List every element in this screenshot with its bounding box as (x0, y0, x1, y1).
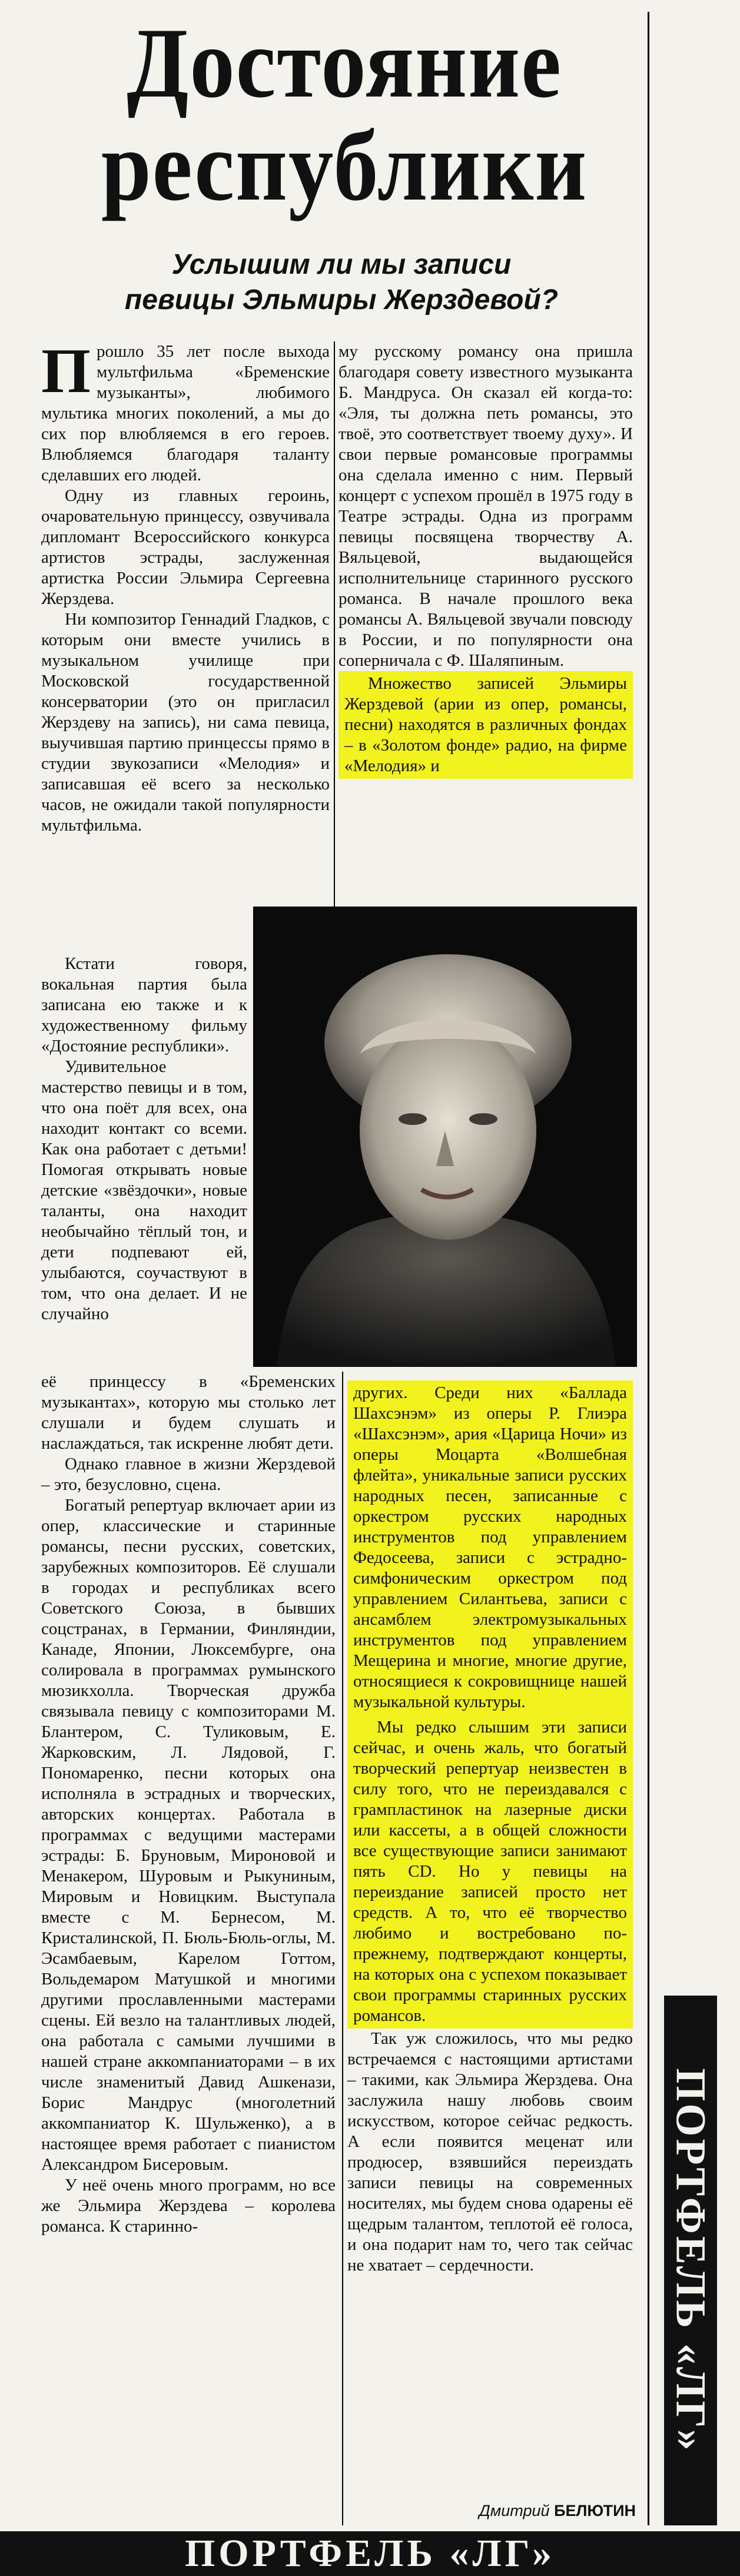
highlighted-paragraph: Мы редко слышим эти записи сейчас, и очень жаль, что богатый творческий репертуар неизвестен в силу того, что не переиздавался с грампластинок на лазерные диски или кассеты, а в общей сложности все существующие записи занимают пять CD. Но у певицы на переиздание записей просто нет средств. А то, что её творчество любимо и востребовано по-прежнему, подтверждают концерты, на которых она с успехом показывает свои программы старинных русских романсов. (347, 1715, 633, 2029)
subheadline-line-1: Услышим ли мы записи (171, 249, 512, 280)
headline-line-1: Достояние (127, 8, 562, 118)
bottom-section-banner (0, 2531, 740, 2576)
portrait-photo-icon (254, 907, 636, 1366)
author-first-name: Дмитрий (479, 2502, 550, 2519)
paragraph: Богатый репертуар включает арии из опер, классические и старинные романсы, песни русских, советских, зарубежных композиторов. Её слушали в городах и республиках всего Советского Союза, в бывших соцстранах, в Германии, Финляндии, Канаде, Японии, Люксембурге, она солировала в программах румынского мюзикхолла. Творческая дружба связывала певицу с композиторами М. Блантером, С. Туликовым, Е. Жарковским, Л. Лядовой, Г. Пономаренко, песни которых она исполняла в эстрадных и творческих, авторских концертах. Работала в программах с ведущими мастерами эстрады: Б. Бруновым, Мироновой и Менакером, Шуровым и Рыкуниным, Мировым и Новицким. Выступала вместе с М. Бернесом, М. Кристалинской, П. Бюль-Бюль-оглы, М. Эсамбаевым, Карелом Готтом, Вольдемаром Матушкой и многими другими прославленными мастерами сцены. Ей везло на талантливых людей, она работала с самыми лучшими в нашей стране аккомпаниаторами – в их числе знаменитый Давид Ашкенази, Борис Мандрус (многолетний аккомпаниатор К. Шульженко), а в настоящее время работает с пианистом Александром Бисеровым. (41, 1496, 336, 2174)
paragraph: Однако главное в жизни Жерздевой – это, безусловно, сцена. (41, 1455, 336, 1494)
paragraph: У неё очень много программ, но все же Эльмира Жерздева – королева романса. К старинно- (41, 2176, 336, 2236)
author-last-name: БЕЛЮТИН (554, 2502, 636, 2519)
article-column-right-lower (347, 1380, 633, 2276)
article-column-left-lower (41, 1372, 336, 2237)
paragraph: му русскому романсу она пришла благодаря совету известного музыканта Б. Мандруса. Он сказал ей когда-то: «Эля, ты должна петь романсы, это твоё, это соответствует твоему духу». И свои первые романсовые программы она сделала именно с ним. Первый концерт с успехом прошёл в 1975 году в Театре эстрады. Одна из программ певицы посвящена творчеству А. Вяльцевой, выдающейся исполнительнице старинного русского романса. В начале прошлого века романсы А. Вяльцевой звучали повсюду в России, и по популярности она соперничала с Ф. Шаляпиным. (339, 342, 633, 670)
subheadline (47, 247, 636, 318)
paragraph: Одну из главных героинь, очаровательную принцессу, озвучивала дипломант Всероссийского конкурса артистов эстрады, заслуженная артистка России Эльмира Сергеевна Жерздева. (41, 486, 330, 608)
page-edge-rule (648, 12, 649, 2525)
paragraph: Ни композитор Геннадий Гладков, с которым они вместе учились в музыкальном училище при Московской государственной консерватории (это он пригласил Жерздеву на запись), ни сама певица, выучившая партию принцессы прямо в студии звукозаписи «Мелодия» и записавшая её всего за несколько часов, не ожидали такой популярности мультфильма. (41, 610, 330, 835)
column-divider (342, 1372, 343, 2525)
paragraph: рошло 35 лет после выхода мультфильма «Бременские музыканты», любимого мультика многих поколений, а мы до сих пор влюбляемся в его героев. Влюбляемся благодаря таланту сделавших его людей. (41, 342, 330, 484)
drop-cap: П (41, 336, 91, 406)
paragraph: её принцессу в «Бременских музыкантах», которую мы столько лет слушали и будем слушать и наслаждаться, так искренне любят дети. (41, 1372, 336, 1453)
side-section-banner (664, 1996, 717, 2525)
side-section-banner-text: ПОРТФЕЛЬ «ЛГ» (667, 2068, 715, 2453)
article-column-left-narrow (41, 954, 247, 1324)
paragraph: Удивительное мастерство певицы и в том, что она поёт для всех, она находит контакт со всеми. Как она работает с детьми! Помогая открывать новые детские «звёздочки», новые таланты, она находит необычайно тёплый тон, и дети подпевают ей, улыбаются, соучаствуют в том, что она делает. И не случайно (41, 1057, 247, 1323)
subheadline-line-2: певицы Эльмиры Жерздевой? (124, 284, 559, 316)
bottom-section-banner-text: ПОРТФЕЛЬ «ЛГ» (184, 2532, 556, 2575)
column-divider (334, 341, 335, 907)
headline-line-2: республики (101, 111, 588, 221)
highlighted-paragraph: Множество записей Эльмиры Жерздевой (арии из опер, романсы, песни) находятся в различных фондах – в «Золотом фонде» радио, на фирме «Мелодия» и (339, 671, 633, 779)
headline (56, 8, 633, 221)
paragraph: Так уж сложилось, что мы редко встречаемся с настоящими артистами – такими, как Эльмира Жерздева. Она заслужила нашу любовь своим искусством, которое сейчас редкость. А если появится меценат или продюсер, взявшийся переиздать записи певицы на современных носителях, мы будем снова одарены её щедрым талантом, теплотой её голоса, и она подарит нам то, чего так сейчас не хватает – сердечности. (347, 2029, 633, 2275)
portrait-photo (253, 907, 637, 1367)
highlighted-paragraph: других. Среди них «Баллада Шахсэнэм» из оперы Р. Глиэра «Шахсэнэм», ария «Царица Ночи» из оперы Моцарта «Волшебная флейта», уникальные записи русских народных песен, записанные с оркестром русских народных инструментов под управлением Федосеева, записи с эстрадно-симфоническим оркестром под управлением Силантьева, записи с ансамблем электромузыкальных инструментов под управлением Мещерина и многие, многие другие, относящиеся к сокровищнице нашей музыкальной культуры. (347, 1380, 633, 1715)
author-byline (424, 2502, 636, 2520)
article-column-left (41, 336, 330, 836)
article-column-right (339, 341, 633, 779)
paragraph: Кстати говоря, вокальная партия была записана ею также и к художественному фильму «Достояние республики». (41, 954, 247, 1055)
